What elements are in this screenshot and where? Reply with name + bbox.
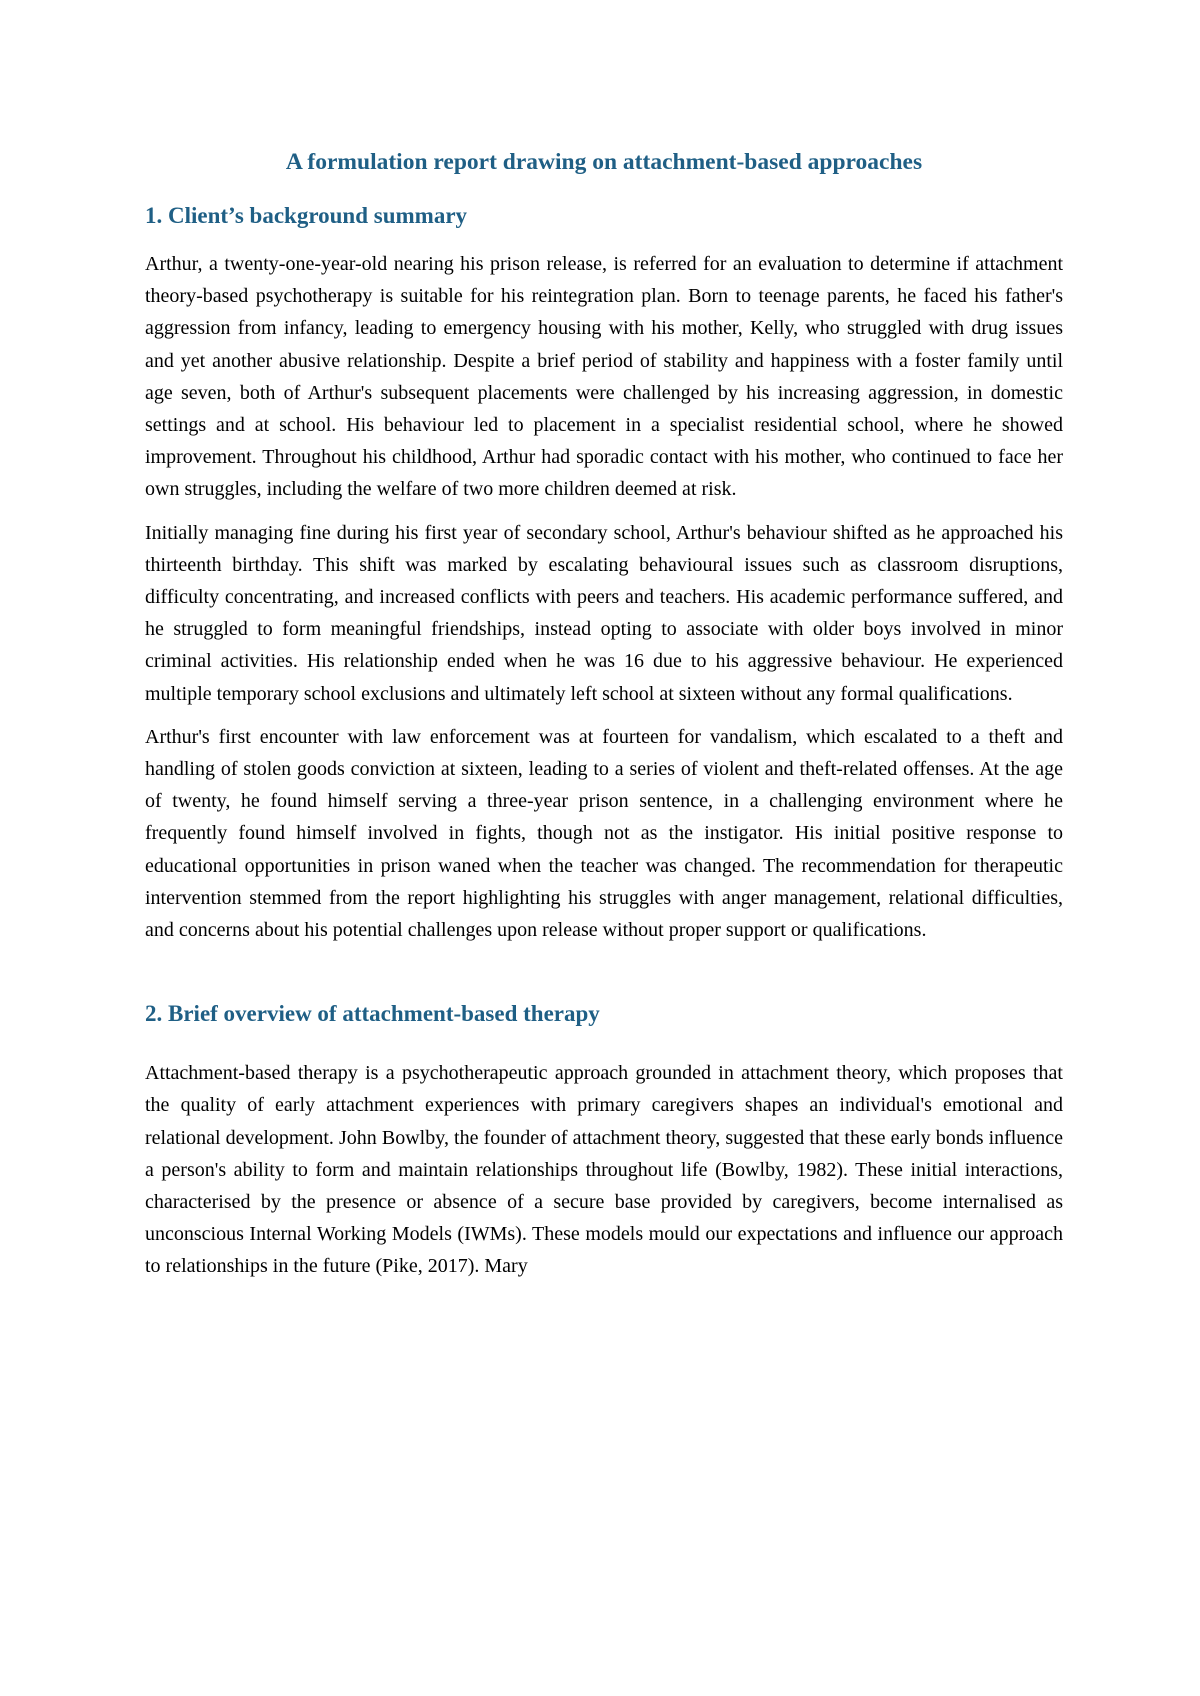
- paragraph: Arthur's first encounter with law enforcement was at fourteen for vandalism, which escalated to a theft and handling of stolen goods conviction at sixteen, leading to a series of violent and theft-related offenses. At the age of twenty, he found himself serving a three-year prison sentence, in a challenging environment where he frequently found himself involved in fights, though not as the instigator. His initial positive response to educational opportunities in prison waned when the teacher was changed. The recommendation for therapeutic intervention stemmed from the report highlighting his struggles with anger management, relational difficulties, and concerns about his potential challenges upon release without proper support or qualifications.: [145, 725, 1063, 942]
- section-heading-therapy-overview: 2. Brief overview of attachment-based therapy: [145, 1001, 600, 1027]
- paragraph: Attachment-based therapy is a psychotherapeutic approach grounded in attachment theory, which proposes that the quality of early attachment experiences with primary caregivers shapes an individual's emotional and relational development. John Bowlby, the founder of attachment theory, suggested that these early bonds influence a person's ability to form and maintain relationships throughout life (Bowlby, 1982). These initial interactions, characterised by the presence or absence of a secure base provided by caregivers, become internalised as unconscious Internal Working Models (IWMs). These models mould our expectations and influence our approach to relationships in the future (Pike, 2017). Mary: [145, 1062, 1063, 1278]
- document-body: [145, 146, 1063, 1283]
- paragraph: Initially managing fine during his first year of secondary school, Arthur's behaviour shifted as he approached his thirteenth birthday. This shift was marked by escalating behavioural issues such as classroom disruptions, difficulty concentrating, and increased conflicts with peers and teachers. His academic performance suffered, and he struggled to form meaningful friendships, instead opting to associate with older boys involved in minor criminal activities. His relationship ended when he was 16 due to his aggressive behaviour. He experienced multiple temporary school exclusions and ultimately left school at sixteen without any formal qualifications.: [145, 521, 1063, 705]
- document-title: A formulation report drawing on attachment-based approaches: [285, 149, 923, 175]
- paragraph: Arthur, a twenty-one-year-old nearing his prison release, is referred for an evaluation to determine if attachment theory-based psychotherapy is suitable for his reintegration plan. Born to teenage parents, he faced his father's aggression from infancy, leading to emergency housing with his mother, Kelly, who struggled with drug issues and yet another abusive relationship. Despite a brief period of stability and happiness with a foster family until age seven, both of Arthur's subsequent placements were challenged by his increasing aggression, in domestic settings and at school. His behaviour led to placement in a specialist residential school, where he showed improvement. Throughout his childhood, Arthur had sporadic contact with his mother, who continued to face her own struggles, including the welfare of two more children deemed at risk.: [145, 253, 1063, 501]
- section-heading-background: 1. Client’s background summary: [145, 203, 468, 228]
